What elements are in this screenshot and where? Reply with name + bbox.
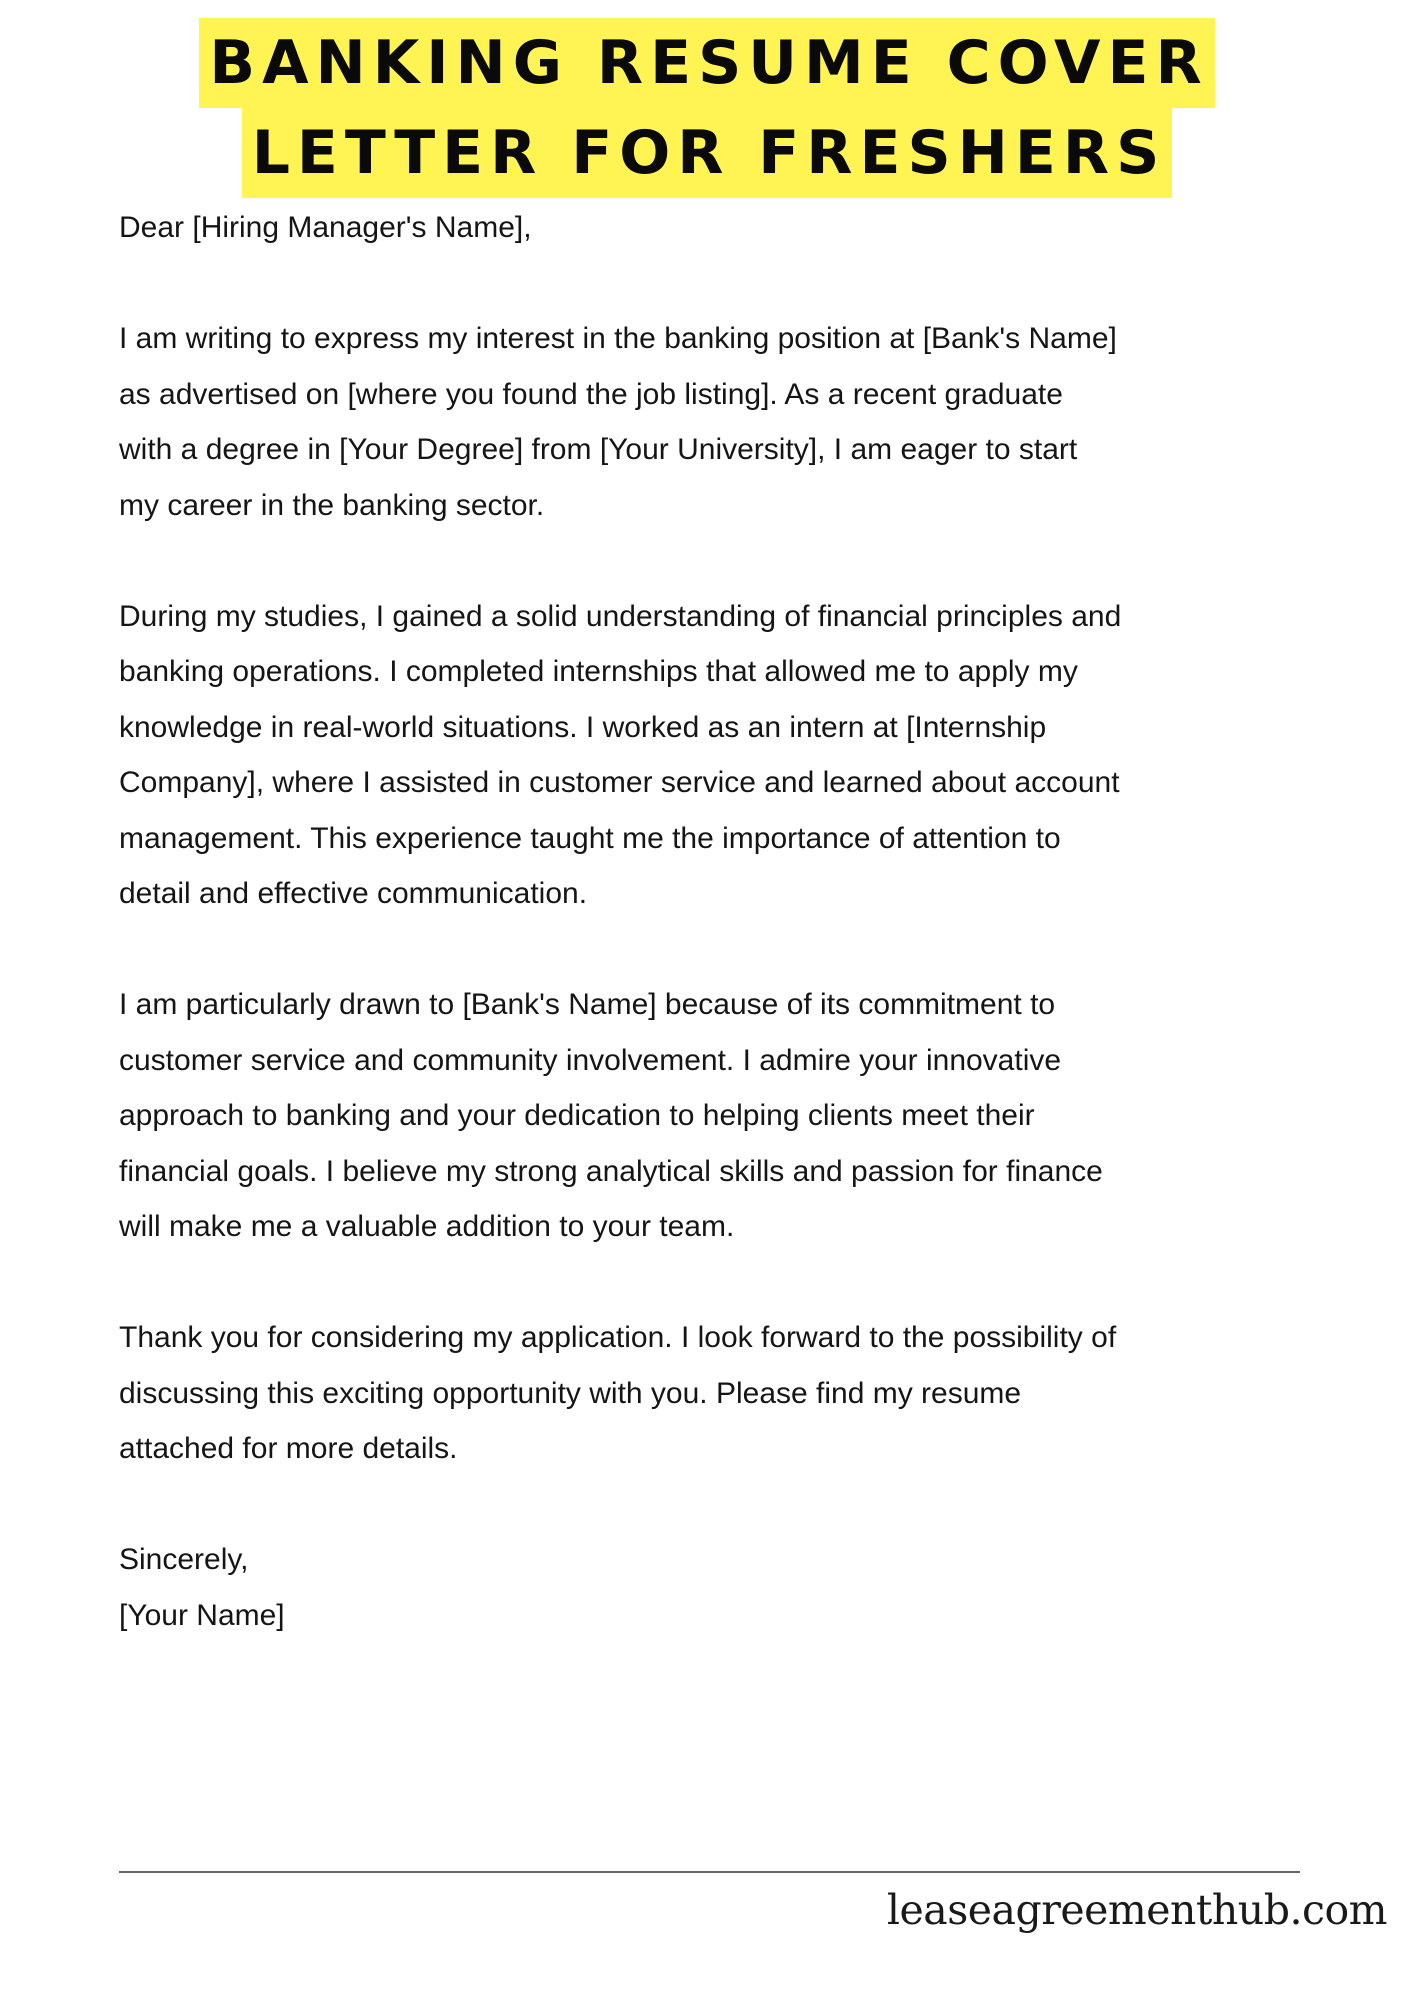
paragraph-line: financial goals. I believe my strong analytical skills and passion for finance (119, 1154, 1103, 1188)
paragraph-experience (119, 589, 1319, 922)
paragraph-line: I am particularly drawn to [Bank's Name] because of its commitment to (119, 988, 1056, 1021)
paragraph-line: detail and effective communication. (119, 877, 588, 910)
greeting (119, 200, 1319, 256)
document-title (0, 18, 1414, 198)
paragraph-line: management. This experience taught me the importance of attention to (119, 821, 1061, 855)
footer-divider (119, 1871, 1300, 1873)
paragraph-line: customer service and community involvement. I admire your innovative (119, 1043, 1062, 1077)
paragraph-line: will make me a valuable addition to your team. (119, 1210, 735, 1243)
paragraph-line: attached for more details. (119, 1432, 458, 1465)
greeting-text: Dear [Hiring Manager's Name], (119, 211, 532, 244)
paragraph-motivation (119, 977, 1319, 1255)
paragraph-line: knowledge in real-world situations. I worked as an intern at [Internship (119, 710, 1047, 744)
paragraph-line: Company], where I assisted in customer service and learned about account (119, 766, 1120, 799)
sign-off (119, 1532, 1319, 1643)
paragraph-line: banking operations. I completed internships that allowed me to apply my (119, 655, 1078, 688)
paragraph-line: I am writing to express my interest in the banking position at [Bank's Name] (119, 322, 1117, 355)
paragraph-line: discussing this exciting opportunity with you. Please find my resume (119, 1376, 1022, 1410)
title-line-2: LETTER FOR FRESHERS (242, 108, 1173, 198)
paragraph-intro (119, 311, 1319, 533)
paragraph-line: Thank you for considering my application. I look forward to the possibility of (119, 1321, 1117, 1354)
paragraph-thanks (119, 1310, 1319, 1477)
paragraph-line: approach to banking and your dedication to helping clients meet their (119, 1099, 1035, 1132)
letter-body (119, 200, 1319, 1699)
paragraph-line: with a degree in [Your Degree] from [Your University], I am eager to start (119, 433, 1078, 466)
paragraph-line: as advertised on [where you found the job listing]. As a recent graduate (119, 377, 1063, 411)
paragraph-line: my career in the banking sector. (119, 488, 545, 522)
title-line-1: BANKING RESUME COVER (199, 18, 1214, 108)
paragraph-line: During my studies, I gained a solid understanding of financial principles and (119, 599, 1122, 633)
footer-website: leaseagreementhub.com (886, 1886, 1387, 1934)
closing-text: Sincerely, (119, 1543, 249, 1576)
signature-name: [Your Name] (119, 1598, 285, 1632)
